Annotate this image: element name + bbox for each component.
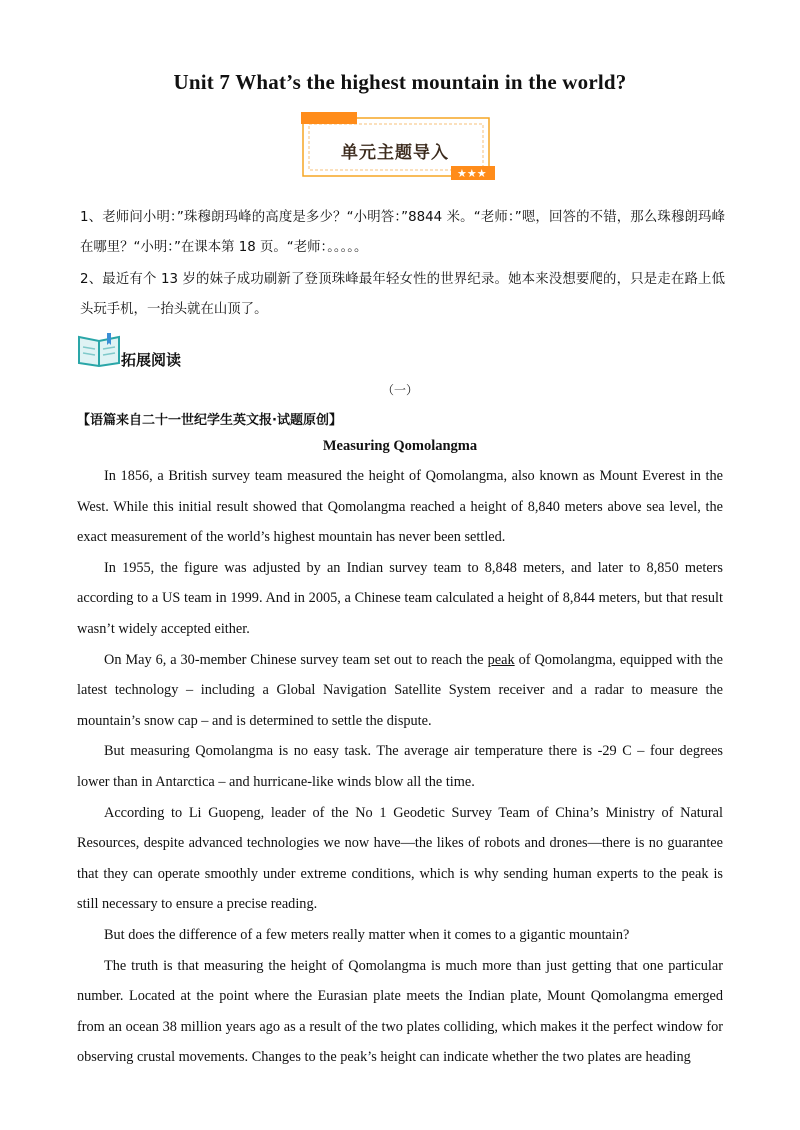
source-note: 【语篇来自二十一世纪学生英文报·试题原创】 bbox=[77, 413, 342, 428]
article-paragraph-5: According to Li Guopeng, leader of the No 1 Geodetic Survey Team of China’s Ministry of Natural Resources, despite advanced technologies we now have—the likes of robots and drones—there is no guarantee that they can operate smoothly under extreme conditions, which is why sending human experts to the peak is still necessary to ensure a precise reading. bbox=[77, 804, 723, 913]
article-body bbox=[77, 461, 723, 1073]
article-paragraph-4: But measuring Qomolangma is no easy task. The average air temperature there is -29 C – four degrees lower than in Antarctica – and hurricane-like winds blow all the time. bbox=[77, 743, 723, 790]
underlined-word-peak: peak bbox=[487, 651, 515, 668]
article-paragraph-1: In 1856, a British survey team measured the height of Qomolangma, also known as Mount Everest in the West. While this initial result showed that Qomolangma reached a height of 8,840 meters above sea level, the exact measurement of the world’s highest mountain has never been settled. bbox=[77, 468, 723, 546]
intro-joke-1: 1、老师问小明：”珠穆朗玛峰的高度是多少？“小明答：”8844 米。“老师：”嗯，回答的不错，那么珠穆朗玛峰在哪里？“小明：”在课本第 18 页。“老师：。。。。。 bbox=[80, 210, 725, 255]
article-paragraph-6: But does the difference of a few meters really matter when it comes to a gigantic mountain? bbox=[104, 926, 630, 943]
section-label-extended-reading: 拓展阅读 bbox=[121, 351, 182, 369]
unit-theme-banner bbox=[301, 112, 497, 180]
page-title: Unit 7 What’s the highest mountain in the world? bbox=[173, 70, 627, 94]
article-paragraph-3 bbox=[77, 645, 723, 737]
open-book-icon bbox=[77, 333, 121, 367]
article-title: Measuring Qomolangma bbox=[322, 438, 478, 454]
paragraph-3-start: On May 6, a 30-member Chinese survey team set out to reach the bbox=[104, 651, 484, 668]
svg-text:★★★: ★★★ bbox=[457, 167, 487, 180]
article-paragraph-7: The truth is that measuring the height of Qomolangma is much more than just getting that one particular number. Located at the point where the Eurasian plate meets the Indian plate, Mount Qomolangma emerged from an ocean 38 million years ago as a result of the two plates colliding, which makes it the perfect window for observing crustal movements. Changes to the peak’s height can indicate whether the two plates are heading bbox=[77, 957, 723, 1066]
intro-joke-2: 2、最近有个 13 岁的妹子成功刷新了登顶珠峰最年轻女性的世界纪录。她本来没想要爬的，只是走在路上低头玩手机，一抬头就在山顶了。 bbox=[80, 272, 725, 317]
passage-number: （一） bbox=[381, 383, 418, 397]
paragraph-3-end: of Qomolangma, equipped with the latest technology – including a Global Navigation Satellite System receiver and a radar to measure the mountain’s snow cap – and is determined to settle the dispute. bbox=[77, 651, 723, 729]
banner-label: 单元主题导入 bbox=[341, 143, 449, 163]
article-paragraph-2: In 1955, the figure was adjusted by an Indian survey team to 8,848 meters, and later to 8,850 meters according to a US team in 1999. And in 2005, a Chinese team calculated a height of 8,844 meters, but that result wasn’t widely accepted either. bbox=[77, 559, 723, 637]
